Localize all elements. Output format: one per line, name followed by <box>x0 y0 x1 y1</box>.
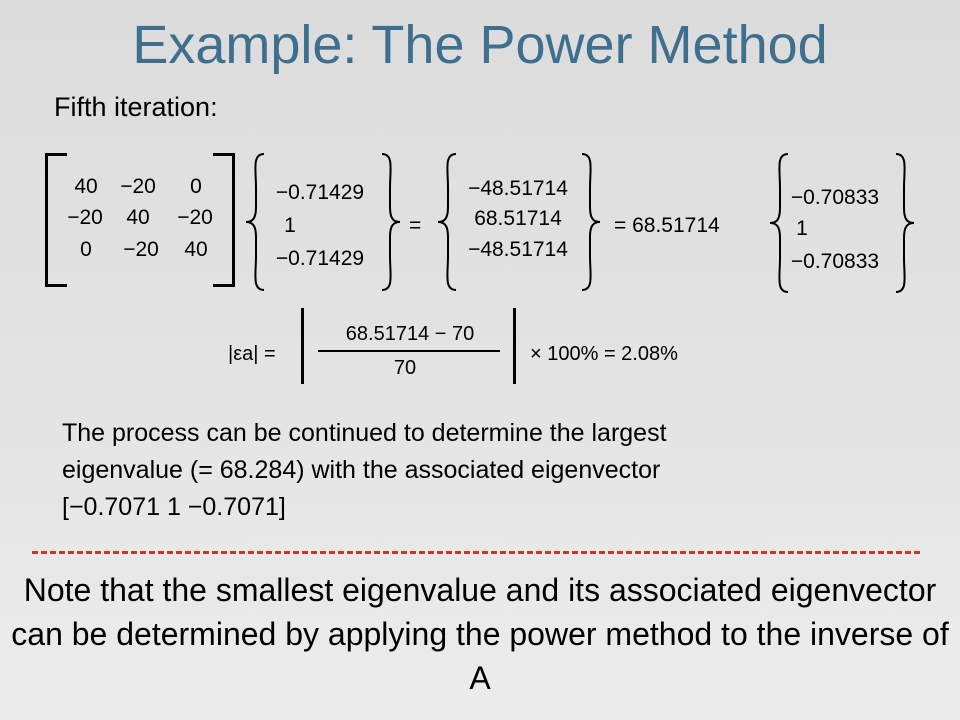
error-denominator: 70 <box>393 357 417 379</box>
matrix-cell: −20 <box>120 175 156 198</box>
paragraph-line: The process can be continued to determine the largest <box>62 419 667 447</box>
vector-result-entry: 68.51714 <box>474 207 562 230</box>
abs-bar-right <box>513 308 516 384</box>
eigenvalue-factor: = 68.51714 <box>614 214 720 237</box>
error-result: × 100% = 2.08% <box>530 343 678 365</box>
vector-x-entry: −0.71429 <box>275 181 365 204</box>
vector-result-entry: −48.51714 <box>468 177 568 200</box>
matrix-cell: 40 <box>126 206 150 229</box>
matrix-cell: 40 <box>184 238 208 261</box>
slide-title: Example: The Power Method <box>132 15 828 75</box>
vector-norm-entry: 1 <box>796 217 808 240</box>
right-brace <box>580 152 602 292</box>
paragraph-line: [−0.7071 1 −0.7071] <box>62 493 286 521</box>
matrix-cell: −20 <box>67 206 103 229</box>
vector-norm-entry: −0.70833 <box>790 250 880 273</box>
abs-bar-left <box>301 308 304 384</box>
note-text: Note that the smallest eigenvalue and its associated eigenvector can be determined by applying the power method to the inverse of A <box>11 572 949 696</box>
vector-x-entry: 1 <box>284 214 296 237</box>
vector-norm-entry: −0.70833 <box>790 186 880 209</box>
matrix-left-bracket-bottom <box>45 284 67 287</box>
iteration-label: Fifth iteration: <box>54 92 218 122</box>
error-label: |εa| = <box>228 343 276 365</box>
fraction-bar <box>318 350 500 352</box>
equals-sign: = <box>409 214 422 237</box>
matrix-cell: 40 <box>74 175 98 198</box>
paragraph-line: eigenvalue (= 68.284) with the associated eigenvector <box>62 456 661 484</box>
vector-x-entry: −0.71429 <box>275 247 365 270</box>
matrix-cell: 0 <box>80 238 92 261</box>
right-brace <box>380 152 402 292</box>
left-brace <box>436 152 458 292</box>
matrix-cell: −20 <box>123 238 159 261</box>
vector-result-entry: −48.51714 <box>468 238 568 261</box>
dashed-divider <box>32 551 920 554</box>
matrix-right-bracket-top <box>213 153 235 156</box>
matrix-right-bracket-bottom <box>213 284 235 287</box>
matrix-right-bracket <box>232 153 235 287</box>
right-brace <box>894 152 916 294</box>
matrix-left-bracket <box>45 153 48 287</box>
matrix-cell: −20 <box>177 206 213 229</box>
matrix-left-bracket-top <box>45 153 67 156</box>
error-numerator: 68.51714 − 70 <box>345 323 475 345</box>
matrix-cell: 0 <box>190 175 202 198</box>
